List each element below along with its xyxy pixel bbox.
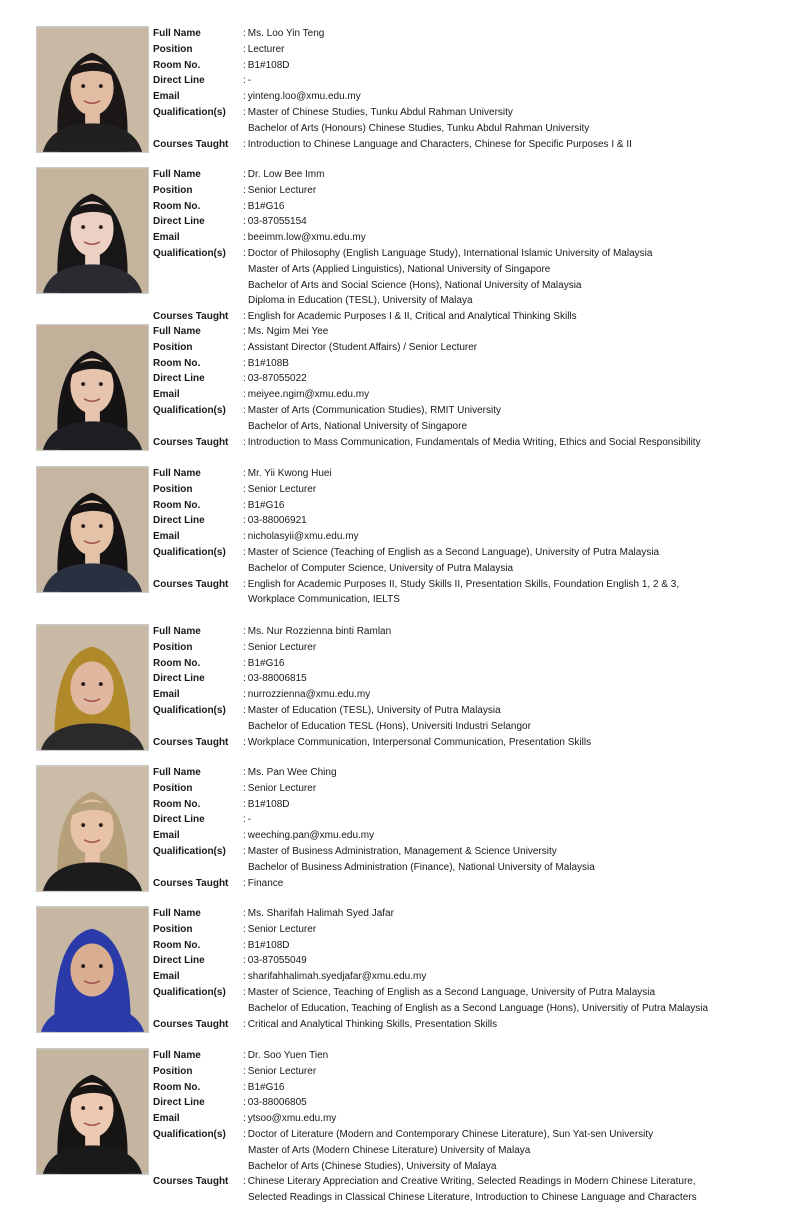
courses-taught-label: Courses Taught — [153, 877, 229, 889]
direct-line-label: Direct Line — [153, 1097, 205, 1109]
position-value: : Senior Lecturer — [243, 922, 316, 938]
staff-photo — [36, 167, 149, 294]
direct-line-label: Direct Line — [153, 515, 205, 527]
direct-line-label: Direct Line — [153, 673, 205, 685]
direct-line-value: : - — [243, 812, 251, 828]
qualification-line: Bachelor of Computer Science, University of Putra Malaysia — [248, 562, 514, 574]
courses-taught-value: : Chinese Literary Appreciation and Creative Writing, Selected Readings in Modern Chinese Literature, — [243, 1174, 696, 1190]
qualification-line: Bachelor of Arts, National University of Singapore — [248, 420, 467, 432]
qualification-value: : Master of Education (TESL), University of Putra Malaysia — [243, 703, 501, 719]
qualification-value: : Doctor of Philosophy (English Language Study), International Islamic University of Malaysia — [243, 246, 652, 262]
qualification-label: Qualification(s) — [153, 987, 226, 998]
full-name-value: : Ms. Pan Wee Ching — [243, 765, 337, 781]
full-name-label: Full Name — [153, 767, 201, 778]
email-value[interactable]: : yinteng.loo@xmu.edu.my — [243, 89, 361, 105]
room-no-label: Room No. — [153, 939, 201, 951]
room-no-value: : B1#G16 — [243, 199, 284, 215]
direct-line-value: : 03-87055049 — [243, 953, 307, 969]
qualification-line: Bachelor of Arts (Chinese Studies), University of Malaya — [248, 1160, 497, 1172]
room-no-label: Room No. — [153, 499, 201, 511]
courses-line: Workplace Communication, IELTS — [248, 594, 400, 606]
courses-taught-value: : Finance — [243, 876, 283, 892]
email-value[interactable]: : meiyee.ngim@xmu.edu.my — [243, 387, 369, 403]
room-no-value: : B1#G16 — [243, 656, 284, 672]
qualification-line: Diploma in Education (TESL), University of Malaya — [248, 295, 473, 307]
qualification-value: : Master of Arts (Communication Studies), RMIT University — [243, 403, 501, 419]
courses-taught-value: : Introduction to Mass Communication, Fundamentals of Media Writing, Ethics and Social Responsibility — [243, 435, 701, 451]
email-label: Email — [153, 232, 180, 244]
qualification-value: : Master of Chinese Studies, Tunku Abdul Rahman University — [243, 105, 513, 121]
qualification-line: Bachelor of Arts (Honours) Chinese Studies, Tunku Abdul Rahman University — [248, 122, 590, 134]
courses-taught-value: : English for Academic Purposes I & II, Critical and Analytical Thinking Skills — [243, 309, 577, 325]
direct-line-value: : 03-88006815 — [243, 671, 307, 687]
direct-line-label: Direct Line — [153, 75, 205, 87]
email-label: Email — [153, 1113, 180, 1125]
qualification-value: : Master of Science (Teaching of English as a Second Language), University of Putra Malaysia — [243, 545, 659, 561]
position-value: : Senior Lecturer — [243, 640, 316, 656]
courses-taught-value: : Critical and Analytical Thinking Skills, Presentation Skills — [243, 1017, 497, 1033]
courses-taught-value: : English for Academic Purposes II, Study Skills II, Presentation Skills, Foundation English 1, 2 & 3, — [243, 577, 679, 593]
position-value: : Senior Lecturer — [243, 781, 316, 797]
full-name-value: : Dr. Low Bee Imm — [243, 167, 324, 183]
direct-line-value: : 03-88006805 — [243, 1095, 307, 1111]
room-no-value: : B1#108D — [243, 797, 289, 813]
direct-line-value: : - — [243, 73, 251, 89]
full-name-value: : Mr. Yii Kwong Huei — [243, 466, 332, 482]
direct-line-label: Direct Line — [153, 216, 205, 228]
room-no-label: Room No. — [153, 357, 201, 369]
email-value[interactable]: : nurrozzienna@xmu.edu.my — [243, 687, 370, 703]
email-label: Email — [153, 689, 180, 701]
full-name-label: Full Name — [153, 908, 201, 919]
courses-taught-label: Courses Taught — [153, 1176, 229, 1188]
position-label: Position — [153, 483, 193, 495]
position-label: Position — [153, 184, 193, 196]
full-name-label: Full Name — [153, 626, 201, 637]
direct-line-value: : 03-87055022 — [243, 371, 307, 387]
room-no-value: : B1#108D — [243, 938, 289, 954]
qualification-label: Qualification(s) — [153, 405, 226, 416]
full-name-label: Full Name — [153, 28, 201, 39]
email-value[interactable]: : nicholasyii@xmu.edu.my — [243, 529, 359, 545]
qualification-label: Qualification(s) — [153, 1129, 226, 1140]
qualification-value: : Master of Science, Teaching of English as a Second Language, University of Putra Malaysia — [243, 985, 655, 1001]
staff-photo — [36, 624, 149, 751]
qualification-label: Qualification(s) — [153, 705, 226, 716]
qualification-line: Master of Arts (Modern Chinese Literature) University of Malaya — [248, 1144, 531, 1156]
position-value: : Senior Lecturer — [243, 482, 316, 498]
qualification-line: Bachelor of Education TESL (Hons), Universiti Industri Selangor — [248, 720, 531, 732]
courses-taught-label: Courses Taught — [153, 138, 229, 150]
full-name-value: : Dr. Soo Yuen Tien — [243, 1048, 328, 1064]
email-value[interactable]: : sharifahhalimah.syedjafar@xmu.edu.my — [243, 969, 426, 985]
courses-taught-value: : Introduction to Chinese Language and Characters, Chinese for Specific Purposes I & II — [243, 137, 632, 153]
courses-taught-label: Courses Taught — [153, 311, 229, 323]
qualification-line: Master of Arts (Applied Linguistics), National University of Singapore — [248, 263, 551, 275]
room-no-label: Room No. — [153, 657, 201, 669]
qualification-label: Qualification(s) — [153, 547, 226, 558]
courses-taught-label: Courses Taught — [153, 736, 229, 748]
room-no-value: : B1#G16 — [243, 498, 284, 514]
qualification-label: Qualification(s) — [153, 248, 226, 259]
full-name-value: : Ms. Ngim Mei Yee — [243, 324, 328, 340]
room-no-value: : B1#108D — [243, 58, 289, 74]
courses-taught-label: Courses Taught — [153, 578, 229, 590]
position-label: Position — [153, 341, 193, 353]
staff-photo — [36, 1048, 149, 1175]
position-label: Position — [153, 923, 193, 935]
qualification-value: : Master of Business Administration, Management & Science University — [243, 844, 557, 860]
room-no-value: : B1#G16 — [243, 1080, 284, 1096]
full-name-label: Full Name — [153, 1050, 201, 1061]
qualification-line: Bachelor of Arts and Social Science (Hons), National University of Malaysia — [248, 279, 582, 291]
courses-taught-value: : Workplace Communication, Interpersonal Communication, Presentation Skills — [243, 735, 591, 751]
full-name-value: : Ms. Loo Yin Teng — [243, 26, 324, 42]
qualification-value: : Doctor of Literature (Modern and Contemporary Chinese Literature), Sun Yat-sen University — [243, 1127, 653, 1143]
courses-taught-label: Courses Taught — [153, 436, 229, 448]
qualification-line: Bachelor of Business Administration (Finance), National University of Malaysia — [248, 861, 595, 873]
staff-photo — [36, 324, 149, 451]
staff-photo — [36, 906, 149, 1033]
position-value: : Lecturer — [243, 42, 284, 58]
staff-photo — [36, 765, 149, 892]
room-no-label: Room No. — [153, 200, 201, 212]
direct-line-label: Direct Line — [153, 814, 205, 826]
email-label: Email — [153, 531, 180, 543]
position-value: : Senior Lecturer — [243, 183, 316, 199]
courses-taught-label: Courses Taught — [153, 1018, 229, 1030]
room-no-label: Room No. — [153, 59, 201, 71]
courses-line: Selected Readings in Classical Chinese Literature, Introduction to Chinese Language and Characters — [248, 1192, 697, 1204]
staff-photo — [36, 26, 149, 153]
email-label: Email — [153, 830, 180, 842]
email-label: Email — [153, 389, 180, 401]
full-name-value: : Ms. Nur Rozzienna binti Ramlan — [243, 624, 391, 640]
email-value[interactable]: : beeimm.low@xmu.edu.my — [243, 230, 366, 246]
room-no-label: Room No. — [153, 1081, 201, 1093]
direct-line-value: : 03-87055154 — [243, 214, 307, 230]
position-value: : Assistant Director (Student Affairs) / Senior Lecturer — [243, 340, 477, 356]
direct-line-label: Direct Line — [153, 373, 205, 385]
direct-line-label: Direct Line — [153, 955, 205, 967]
full-name-label: Full Name — [153, 326, 201, 337]
qualification-line: Bachelor of Education, Teaching of English as a Second Language (Hons), Universitiy of Putra Malaysia — [248, 1002, 709, 1014]
full-name-label: Full Name — [153, 468, 201, 479]
direct-line-value: : 03-88006921 — [243, 513, 307, 529]
position-label: Position — [153, 1065, 193, 1077]
qualification-label: Qualification(s) — [153, 846, 226, 857]
qualification-label: Qualification(s) — [153, 107, 226, 118]
email-value[interactable]: : ytsoo@xmu.edu.my — [243, 1111, 336, 1127]
position-label: Position — [153, 641, 193, 653]
email-label: Email — [153, 91, 180, 103]
full-name-label: Full Name — [153, 169, 201, 180]
position-label: Position — [153, 782, 193, 794]
room-no-label: Room No. — [153, 798, 201, 810]
position-label: Position — [153, 43, 193, 55]
position-value: : Senior Lecturer — [243, 1064, 316, 1080]
email-label: Email — [153, 971, 180, 983]
room-no-value: : B1#108B — [243, 356, 289, 372]
staff-photo — [36, 466, 149, 593]
full-name-value: : Ms. Sharifah Halimah Syed Jafar — [243, 906, 394, 922]
email-value[interactable]: : weeching.pan@xmu.edu.my — [243, 828, 374, 844]
